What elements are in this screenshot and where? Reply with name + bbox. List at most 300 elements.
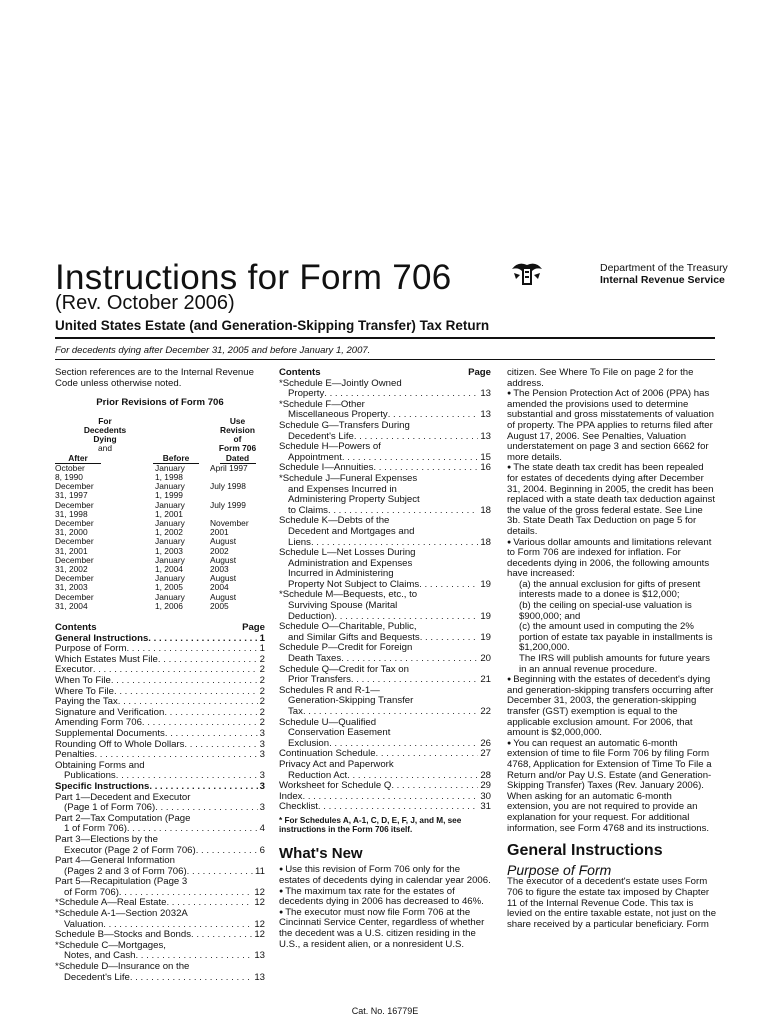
contents-entry-page: 3 [259, 781, 265, 792]
inflation-item-a: (a) the annual exclusion for gifts of present interests made to a donee is $12,000; [519, 578, 701, 601]
contents-entry [55, 708, 265, 719]
contents-entry-title: to Claims [288, 505, 328, 516]
contents-entry-title: *Schedule C—Mortgages, [55, 940, 166, 951]
contents-entry-title: Decedent's Life [288, 431, 354, 442]
before-date-line-1: January [155, 554, 185, 565]
gst-exemption-text: Beginning with the estates of decedent's dying and generation-skipping transfers occurring after December 31, 2003, the generation-skipping transfer (GST) exemption is equal to the applicable exclusion amount. For 2006, that amount is $2,000,000. [507, 674, 714, 739]
after-date-line-1: December [55, 591, 94, 602]
contents-entry-title: Schedule H—Powers of [279, 442, 381, 453]
contents-entry [279, 559, 491, 570]
contents-entry [55, 898, 265, 909]
inflation-item-c: (c) the amount used in computing the 2% portion of estate tax payable in installments is $1,200,000. [519, 621, 713, 654]
contents-2-title: Contents [279, 367, 321, 378]
contents-entry-title: Schedule G—Transfers During [279, 420, 410, 431]
before-date-line-2: 1, 2004 [155, 564, 183, 575]
document-subtitle: United States Estate (and Generation-Skipping Transfer) Tax Return [55, 318, 490, 333]
inflation-future-note: The IRS will publish amounts for future years in an annual revenue procedure. [519, 653, 710, 675]
contents-entry-title: Tax [288, 707, 303, 717]
contents-entry [279, 665, 491, 676]
revision-dated: July 1999 [210, 499, 246, 510]
contents-entry [55, 803, 265, 814]
contents-entry [279, 728, 491, 739]
contents-entry-title: *Schedule F—Other [279, 399, 365, 410]
contents-entry [279, 506, 491, 517]
contents-entry-title: *Schedule A—Real Estate [55, 898, 167, 909]
contents-entry-page: 21 [480, 675, 491, 686]
head-dying: Dying [93, 434, 117, 445]
contents-entry-title: *Schedule M—Bequests, etc., to [279, 590, 418, 601]
general-instructions-heading: General Instructions [507, 842, 663, 860]
contents-entry [279, 421, 491, 432]
contents-entry-title: Administering Property Subject [288, 495, 420, 506]
head-revision: Revision [220, 424, 255, 435]
contents-entry [279, 442, 491, 453]
contents-2-page-label: Page [468, 367, 491, 378]
contents-entry-page: 13 [254, 972, 265, 983]
contents-entry-title: (Pages 2 and 3 of Form 706) [64, 866, 187, 877]
revision-dated: April 1997 [210, 462, 248, 473]
contents-entry [279, 453, 491, 464]
contents-entry-page: 15 [480, 452, 491, 463]
dot-leader [130, 973, 252, 984]
contents-entry [55, 687, 265, 698]
contents-entry-title: Miscellaneous Property [288, 410, 388, 421]
head-before: Before [153, 454, 199, 464]
revision-dated: August 2004 [210, 573, 237, 593]
extension-bullet [507, 739, 717, 834]
pension-act-bullet [507, 389, 717, 463]
whats-new-bullet-1 [279, 865, 491, 886]
contents-entry [279, 485, 491, 496]
scope-rule [55, 359, 715, 360]
column-1 [55, 368, 265, 983]
contents-entry-page: 2 [259, 665, 265, 676]
dot-leader [93, 665, 258, 676]
contents-entry-page: 18 [480, 537, 491, 548]
prior-revision-row [55, 482, 265, 500]
contents-entry-title: Part 3—Elections by the [55, 834, 158, 845]
contents-entry-title: Deduction) [288, 611, 335, 622]
contents-entry-title: Purpose of Form [55, 644, 127, 655]
contents-entry-title: Signature and Verification [55, 707, 165, 718]
contents-entry [279, 474, 491, 485]
dot-leader [155, 803, 257, 814]
contents-entry-title: Notes, and Cash [64, 951, 136, 962]
contents-entry [279, 389, 491, 400]
prior-revision-row [55, 464, 265, 482]
dot-leader [165, 729, 258, 740]
contents-entry-title: Specific Instructions [55, 781, 150, 792]
dot-leader [329, 739, 478, 750]
contents-entry-page: 20 [480, 654, 491, 665]
contents-1-page-label: Page [242, 622, 265, 634]
contents-entry [279, 463, 491, 474]
contents-entry-title: and Similar Gifts and Bequests [288, 632, 420, 643]
dot-leader [114, 687, 258, 698]
contents-entry-title: Rounding Off to Whole Dollars [55, 739, 185, 750]
contents-entry [279, 612, 491, 623]
contents-entry [279, 633, 491, 644]
contents-entry-title: Schedule P—Credit for Foreign [279, 643, 413, 654]
contents-entry-title: Decedent and Mortgages and [288, 526, 415, 537]
head-and: and [98, 443, 112, 454]
contents-entry-page: 2 [259, 718, 265, 729]
contents-entry-page: 22 [480, 707, 491, 717]
contents-entry [279, 516, 491, 527]
dot-leader [184, 740, 257, 751]
contents-entry [279, 527, 491, 538]
col3-continuation: citizen. See Where To File on page 2 for the address. [507, 367, 694, 389]
dot-leader [103, 920, 252, 931]
contents-entry-title: Executor (Page 2 of Form 706) [64, 845, 196, 856]
dot-leader [342, 453, 478, 464]
contents-entry [55, 697, 265, 708]
prior-revisions-table [55, 417, 265, 611]
prior-revisions-rows [55, 464, 265, 611]
contents-entry [279, 718, 491, 729]
contents-entry [279, 548, 491, 559]
contents-entry-title: Part 2—Tax Computation (Page [55, 813, 191, 824]
contents-entry [55, 909, 265, 920]
contents-entry-title: Decedent's Life [64, 972, 130, 983]
contents-entry [279, 538, 491, 549]
head-for: For [98, 415, 112, 426]
contents-entry [55, 877, 265, 888]
head-form: Form 706 [218, 443, 257, 454]
contents-entry-page: 19 [480, 611, 491, 622]
after-date-line-2: 31, 1997 [55, 490, 88, 501]
contents-entry-title: Part 1—Decedent and Executor [55, 792, 191, 803]
contents-entry-title: Index [279, 791, 303, 802]
contents-entry-title: When To File [55, 676, 111, 687]
contents-entry-page: 12 [254, 919, 265, 930]
prior-revisions-title: Prior Revisions of Form 706 [96, 397, 224, 409]
contents-entry-title: Amending Form 706 [55, 718, 142, 729]
dot-leader [328, 506, 478, 517]
contents-entry [55, 729, 265, 740]
prior-revision-row [55, 593, 265, 611]
revision-dated: November 2001 [210, 518, 249, 538]
contents-entry-title: Worksheet for Schedule Q [279, 781, 392, 792]
after-date-line-1: December [55, 573, 94, 584]
contents-entry-title: Exclusion [288, 738, 330, 749]
dot-leader [119, 888, 252, 899]
contents-entry [55, 867, 265, 878]
contents-entry [279, 590, 491, 601]
prior-revision-row [55, 501, 265, 519]
pension-act-text: The Pension Protection Act of 2006 (PPA) has amended the provisions used to determine substantial and gross misstatements of valuation of property. The PPA applies to returns filed after August 17, 2006. See Penalties, Valuation understatement on page 3 and section 6662 for more details. [507, 388, 714, 463]
after-date-line-2: 31, 1998 [55, 508, 88, 519]
dot-leader [341, 654, 478, 665]
contents-entry [279, 675, 491, 686]
contents-entry-page: 4 [259, 824, 265, 835]
whats-new-bullet-2 [279, 887, 491, 908]
document-title: Instructions for Form 706 [55, 258, 452, 297]
contents-entry-page: 3 [259, 739, 265, 750]
contents-entry-page: 3 [259, 803, 265, 814]
head-of: of [233, 434, 242, 445]
contents-entry [55, 676, 265, 687]
contents-entry-page: 18 [480, 505, 491, 516]
contents-entry-title: of Form 706) [64, 887, 119, 898]
contents-entry [279, 749, 491, 760]
contents-entry-title: General Instructions [55, 633, 149, 644]
contents-entry-title: *Schedule A-1—Section 2032A [55, 909, 188, 920]
contents-entry-title: Appointment [288, 452, 342, 463]
contents-entry-title: Schedule Q—Credit for Tax on [279, 664, 409, 675]
contents-entry [55, 835, 265, 846]
contents-entry-title: Surviving Spouse (Marital [288, 601, 398, 612]
contents-entry [55, 846, 265, 857]
before-date-line-2: 1, 2006 [155, 600, 183, 611]
dot-leader [116, 771, 258, 782]
contents-entry [279, 654, 491, 665]
purpose-of-form-heading: Purpose of Form [507, 861, 612, 878]
head-after: After [55, 454, 101, 464]
revision-dated: August 2002 [210, 536, 237, 556]
dot-leader [419, 580, 478, 591]
contents-entry-title: Schedule U—Qualified [279, 717, 377, 728]
contents-entry-title: Reduction Act [288, 770, 348, 781]
dot-leader [420, 633, 479, 644]
contents-entry-title: Schedule L—Net Losses During [279, 548, 416, 559]
contents-entry [55, 771, 265, 782]
contents-entry-page: 3 [259, 728, 265, 739]
column-3 [507, 368, 717, 930]
contents-entry-title: Death Taxes [288, 654, 342, 665]
dot-leader [127, 824, 258, 835]
contents-entry-title: Prior Transfers [288, 675, 351, 686]
contents-entry-title: Conservation Easement [288, 728, 391, 739]
contents-entry [55, 665, 265, 676]
contents-entry-title: Part 5—Recapitulation (Page 3 [55, 877, 188, 888]
contents-entry-title: Schedules R and R-1— [279, 685, 380, 696]
contents-entry [55, 740, 265, 751]
dot-leader [388, 410, 479, 421]
contents-entry-page: 13 [480, 389, 491, 400]
contents-entry [279, 686, 491, 697]
contents-entry-page: 11 [255, 866, 265, 877]
state-death-tax-text: The state death tax credit has been repealed for estates of decedents dying after December 31, 2004. Beginning in 2005, the credit has been replaced with a state death tax deduction against the value of the gross federal estate. See Line 3b. State Death Tax Deduction on page 5 for details. [507, 462, 716, 537]
head-use: Use [229, 415, 246, 426]
irs-eagle-logo-icon [510, 259, 544, 289]
contents-entry-page: 13 [254, 951, 265, 962]
whats-new-heading: What's New [279, 844, 363, 862]
contents-entry [279, 580, 491, 591]
dot-leader [111, 676, 258, 687]
dot-leader [373, 463, 478, 474]
contents-entry [279, 379, 491, 390]
before-date-line-1: January [155, 499, 185, 510]
after-date-line-1: December [55, 554, 94, 565]
after-date-line-1: October [55, 462, 85, 473]
column-2 [279, 368, 491, 950]
dot-leader [391, 781, 478, 792]
dot-leader [187, 867, 253, 878]
contents-entry [279, 781, 491, 792]
dot-leader [347, 771, 478, 782]
purpose-of-form-text: The executor of a decedent's estate uses Form 706 to figure the estate tax imposed by Chapter 11 of the Internal Revenue Code. This tax is levied on the entire taxable estate, not just on the share received by a particular beneficiary. Form [507, 876, 717, 930]
contents-entry-page: 19 [480, 579, 491, 590]
dot-leader [149, 782, 257, 793]
before-date-line-1: January [155, 518, 185, 529]
whats-new-bullet-3 [279, 908, 491, 950]
after-date-line-1: December [55, 518, 94, 529]
contents-entry [279, 696, 491, 707]
contents-entry [55, 644, 265, 655]
contents-entry-title: *Schedule J—Funeral Expenses [279, 473, 418, 484]
contents-entry-title: *Schedule D—Insurance on the [55, 962, 190, 973]
dot-leader [135, 951, 252, 962]
contents-entry [55, 962, 265, 973]
prior-revision-row [55, 537, 265, 555]
dot-leader [302, 792, 478, 803]
scope-note: For decedents dying after December 31, 2005 and before January 1, 2007. [55, 345, 371, 356]
contents-entry-page: 2 [259, 676, 265, 687]
contents-entry-page: 30 [480, 791, 491, 802]
contents-entry-title: Schedule I—Annuities [279, 463, 374, 474]
contents-1-header [55, 623, 265, 634]
contents-entry-title: Where To File [55, 686, 115, 697]
contents-entry [55, 634, 265, 645]
contents-entry-title: Which Estates Must File [55, 654, 158, 665]
whats-new-bullet-1-text: Use this revision of Form 706 only for the estates of decedents dying in calendar year 2006. [279, 864, 491, 886]
contents-entry [55, 973, 265, 984]
state-death-tax-bullet [507, 463, 717, 537]
contents-entry [55, 951, 265, 962]
contents-entry-title: 1 of Form 706) [64, 824, 127, 835]
contents-entry-title: Continuation Schedule [279, 749, 376, 760]
contents-entry-page: 13 [480, 431, 491, 442]
contents-entry-page: 13 [480, 410, 491, 421]
agency-irs: Internal Revenue Service [600, 274, 725, 286]
before-date-line-1: January [155, 591, 185, 602]
contents-2-header [279, 368, 491, 379]
before-date-line-1: January [155, 481, 185, 492]
dot-leader [334, 612, 478, 623]
dot-leader [166, 898, 252, 909]
contents-entry-page: 2 [259, 707, 265, 718]
contents-entry-title: Executor [55, 665, 93, 676]
before-date-line-2: 1, 2002 [155, 527, 183, 538]
contents-entry [279, 802, 491, 813]
contents-entry [279, 760, 491, 771]
contents-entry-page: 6 [259, 845, 265, 856]
head-dated: Dated [220, 454, 256, 464]
after-date-line-2: 31, 2001 [55, 545, 88, 556]
after-date-line-1: December [55, 481, 94, 492]
contents-entry-title: Property Not Subject to Claims [288, 579, 420, 590]
contents-entry [279, 622, 491, 633]
contents-entry-title: Part 4—General Information [55, 856, 175, 867]
dot-leader [196, 846, 258, 857]
contents-entry [55, 718, 265, 729]
contents-entry [279, 771, 491, 782]
contents-1-title: Contents [55, 622, 97, 634]
before-date-line-1: January [155, 573, 185, 584]
agency-block [600, 262, 750, 286]
contents-entry-title: Schedule K—Debts of the [279, 516, 390, 527]
dot-leader [354, 432, 478, 443]
dot-leader [94, 750, 257, 761]
inflation-item-b: (b) the ceiling on special-use valuation is $900,000; and [519, 600, 692, 622]
agency-department: Department of the Treasury [600, 262, 728, 274]
contents-entry [55, 856, 265, 867]
contents-entry-title: Schedule B—Stocks and Bonds [55, 930, 191, 941]
after-date-line-2: 31, 2003 [55, 582, 88, 593]
dot-leader [118, 697, 258, 708]
before-date-line-1: January [155, 462, 185, 473]
prior-revision-row [55, 556, 265, 574]
contents-entry [55, 761, 265, 772]
contents-entry [55, 655, 265, 666]
after-date-line-2: 31, 2004 [55, 600, 88, 611]
contents-entry [55, 750, 265, 761]
contents-entry [279, 601, 491, 612]
contents-entry-page: 28 [480, 770, 491, 781]
contents-entry [279, 643, 491, 654]
dot-leader [164, 708, 257, 719]
schedules-footnote: * For Schedules A, A-1, C, D, E, F, J, and M, see instructions in the Form 706 itself. [279, 815, 462, 835]
revision-dated: August 2005 [210, 591, 237, 611]
contents-entry-page: 12 [254, 898, 265, 909]
contents-entry-page: 31 [480, 802, 491, 813]
catalog-number: Cat. No. 16779E [351, 1006, 419, 1016]
dot-leader [311, 538, 478, 549]
contents-entry-title: Administration and Expenses [288, 558, 413, 569]
contents-entry [279, 792, 491, 803]
before-date-line-2: 1, 2005 [155, 582, 183, 593]
before-date-line-2: 1, 1999 [155, 490, 183, 501]
contents-entry [279, 432, 491, 443]
contents-2-list [279, 379, 491, 813]
inflation-text: Various dollar amounts and limitations relevant to Form 706 are indexed for inflation. For decedents dying in 2006, the following amounts have increased: [507, 536, 712, 580]
contents-entry-page: 19 [480, 632, 491, 643]
after-date-line-2: 8, 1990 [55, 472, 83, 482]
contents-entry-title: Schedule O—Charitable, Public, [279, 622, 417, 633]
contents-entry [55, 782, 265, 793]
contents-entry-title: Liens [288, 537, 311, 548]
contents-entry-title: Penalties [55, 750, 95, 761]
contents-entry-page: 3 [259, 750, 265, 761]
contents-entry [55, 930, 265, 941]
dot-leader [158, 655, 258, 666]
contents-entry-title: Privacy Act and Paperwork [279, 759, 394, 770]
before-date-line-1: January [155, 536, 185, 547]
contents-entry-title: Obtaining Forms and [55, 760, 145, 771]
contents-entry [279, 410, 491, 421]
contents-entry-page: 26 [480, 738, 491, 749]
contents-entry-title: Generation-Skipping Transfer [288, 696, 414, 707]
contents-entry-page: 27 [480, 749, 491, 760]
dot-leader [191, 930, 252, 941]
whats-new-bullet-3-text: The executor must now file Form 706 at the Cincinnati Service Center, regardless of whether the decedent was a U.S. citizen residing in the U.S., a resident alien, or a nonresident U.S. [279, 906, 485, 950]
dot-leader [126, 644, 257, 655]
contents-entry-page: 3 [259, 771, 265, 782]
whats-new-bullet-2-text: The maximum tax rate for the estates of decedents dying in 2006 has decreased to 46%. [279, 885, 484, 908]
contents-entry-title: and Expenses Incurred in [288, 484, 397, 495]
contents-entry [55, 793, 265, 804]
revision-date: (Rev. October 2006) [55, 292, 235, 314]
contents-entry-page: 2 [259, 686, 265, 697]
contents-entry [55, 888, 265, 899]
contents-entry-page: 12 [254, 887, 265, 898]
revision-dated: August 2003 [210, 554, 237, 575]
dot-leader [148, 634, 257, 645]
contents-entry-page: 2 [259, 697, 265, 708]
contents-entry-page: 2 [259, 654, 265, 665]
contents-entry [55, 814, 265, 825]
